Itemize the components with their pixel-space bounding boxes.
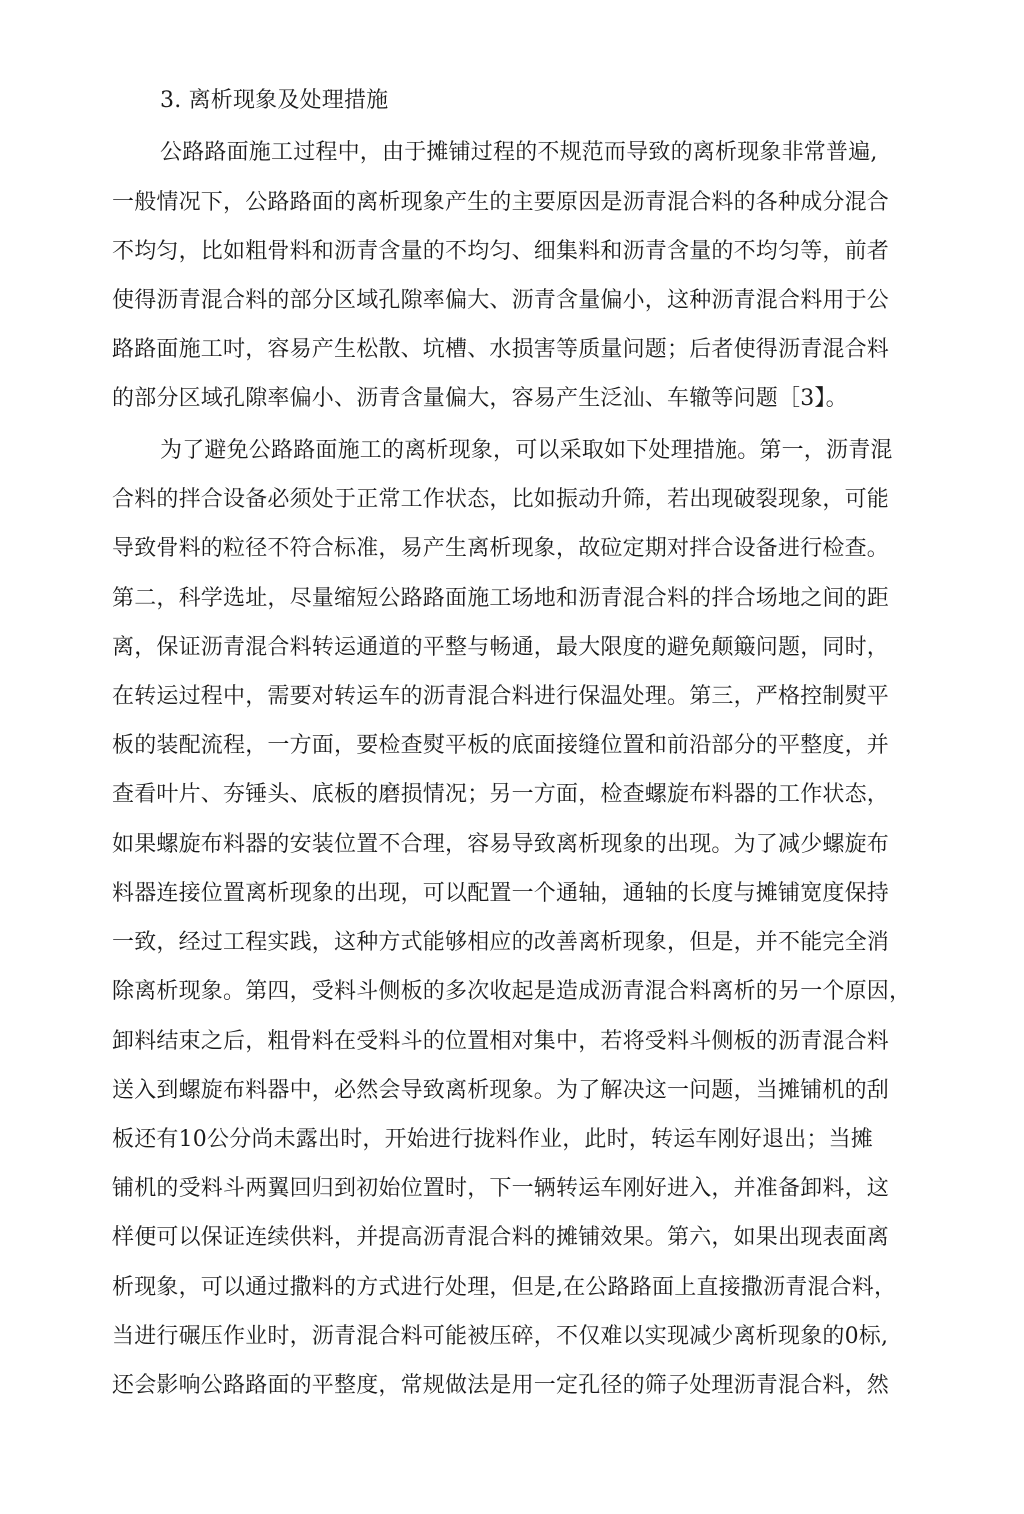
paragraph-line: 送入到螺旋布料器中，必然会导致离析现象。为了解决这一问题，当摊铺机的刮: [112, 1078, 890, 1103]
section-heading: 3. 离析现象及处理措施: [160, 88, 389, 113]
paragraph-line: 铺机的受料斗两翼回归到初始位置时，下一辆转运车刚好进入，并准备卸料，这: [112, 1176, 890, 1201]
paragraph-line: 查看叶片、夯锤头、底板的磨损情况；另一方面，检查螺旋布料器的工作状态，: [112, 782, 890, 807]
paragraph-line: 一致，经过工程实践，这种方式能够相应的改善离析现象，但是，并不能完全消: [112, 930, 890, 955]
paragraph-line: 一般情况下，公路路面的离析现象产生的主要原因是沥青混合料的各种成分混合: [112, 190, 890, 215]
paragraph-line: 样便可以保证连续供料，并提高沥青混合料的摊铺效果。第六，如果出现表面离: [112, 1225, 890, 1250]
paragraph-line: 的部分区域孔隙率偏小、沥青含量偏大，容易产生泛汕、车辙等问题［3】。: [112, 386, 848, 411]
paragraph-line: 卸料结束之后，粗骨料在受料斗的位置相对集中，若将受料斗侧板的沥青混合料: [112, 1029, 890, 1054]
paragraph-line: 为了避免公路路面施工的离析现象，可以采取如下处理措施。第一，沥青混: [160, 438, 893, 463]
paragraph-line: 第二，科学选址，尽量缩短公路路面施工场地和沥青混合料的拌合场地之间的距: [112, 586, 890, 611]
paragraph-line: 板还有10公分尚未露出时，开始进行拢料作业，此时，转运车刚好退出；当摊: [112, 1127, 873, 1152]
paragraph-line: 还会影响公路路面的平整度，常规做法是用一定孔径的筛子处理沥青混合料，然: [112, 1373, 890, 1398]
paragraph-line: 使得沥青混合料的部分区域孔隙率偏大、沥青含量偏小，这种沥青混合料用于公: [112, 288, 890, 313]
paragraph-line: 在转运过程中，需要对转运车的沥青混合料进行保温处理。第三，严格控制熨平: [112, 684, 890, 709]
paragraph-line: 不均匀，比如粗骨料和沥青含量的不均匀、细集料和沥青含量的不均匀等，前者: [112, 239, 890, 264]
paragraph-line: 路路面施工吋，容易产生松散、坑槽、水损害等质量问题；后者使得沥青混合料: [112, 337, 890, 362]
paragraph-line: 析现象，可以通过撒料的方式进行处理，但是,在公路路面上直接撒沥青混合料，: [112, 1275, 897, 1300]
paragraph-line: 离，保证沥青混合料转运通道的平整与畅通，最大限度的避免颠簸问题，同时，: [112, 635, 890, 660]
paragraph-line: 公路路面施工过程中，由于摊铺过程的不规范而导致的离析现象非常普遍,: [160, 140, 878, 165]
paragraph-line: 当进行碾压作业时，沥青混合料可能被压碎，不仅难以实现减少离析现象的0标,: [112, 1324, 889, 1349]
paragraph-line: 导致骨料的粒径不符合标准，易产生离析现象，故砬定期对拌合设备进行检查。: [112, 536, 890, 561]
paragraph-line: 合料的拌合设备必须处于正常工作状态，比如振动升筛，若出现破裂现象，可能: [112, 487, 890, 512]
paragraph-line: 板的装配流程，一方面，要检查熨平板的底面接缝位置和前沿部分的平整度，并: [112, 733, 890, 758]
paragraph-line: 料器连接位置离析现象的出现，可以配置一个通轴，通轴的长度与摊铺宽度保持: [112, 881, 890, 906]
paragraph-line: 除离析现象。第四，受料斗侧板的多次收起是造成沥青混合料离析的另一个原因，: [112, 979, 912, 1004]
paragraph-line: 如果螺旋布料器的安装位置不合理，容易导致离析现象的出现。为了减少螺旋布: [112, 832, 890, 857]
